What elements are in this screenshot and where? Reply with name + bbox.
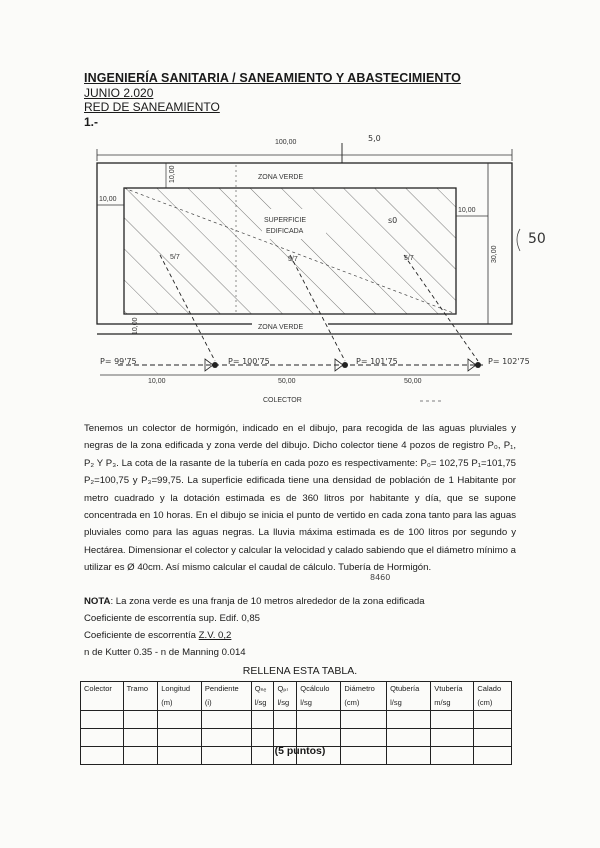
table-title: RELLENA ESTA TABLA. — [242, 665, 358, 677]
table-cell[interactable] — [431, 711, 474, 729]
table-cell[interactable] — [81, 711, 124, 729]
header-label: Calado — [477, 684, 502, 693]
table-row — [81, 711, 512, 729]
header-unit: m/sg — [434, 698, 451, 707]
coef-edif-line — [84, 613, 260, 624]
table-cell[interactable] — [251, 711, 274, 729]
handwritten-note: 8460 — [370, 573, 391, 582]
table-cell[interactable] — [474, 729, 512, 747]
table-row — [81, 729, 512, 747]
table-header-cell — [474, 682, 512, 711]
table-header-cell — [158, 682, 202, 711]
svg-text:5/7: 5/7 — [170, 254, 180, 261]
table-header-cell — [341, 682, 387, 711]
problem-statement — [84, 420, 516, 577]
header-unit: l/sg — [300, 698, 312, 707]
zone-bottom-label: ZONA VERDE — [258, 324, 304, 331]
header-unit: l/sg — [390, 698, 402, 707]
exam-date: JUNIO 2.020 — [84, 86, 154, 100]
coef-zv-line — [84, 630, 231, 641]
table-header-cell — [81, 682, 124, 711]
header-label: Qcálculo — [300, 684, 330, 693]
coef-edif-value: 0,85 — [241, 613, 261, 624]
table-header-cell — [123, 682, 158, 711]
header-unit: (cm) — [344, 698, 360, 707]
table-cell[interactable] — [201, 711, 251, 729]
table-cell[interactable] — [274, 729, 297, 747]
table-cell[interactable] — [274, 711, 297, 729]
table-cell[interactable] — [297, 729, 341, 747]
header-label: Pendiente — [204, 684, 239, 693]
header-unit: (m) — [161, 698, 173, 707]
table-cell[interactable] — [297, 711, 341, 729]
svg-text:5/7: 5/7 — [288, 256, 298, 263]
zone-top-label: ZONA VERDE — [258, 174, 304, 181]
table-cell[interactable] — [387, 729, 431, 747]
dim-left-offset: 10,00 — [99, 196, 117, 203]
points-label: (5 puntos) — [274, 745, 326, 757]
header-label: Qₚₗ — [277, 684, 288, 693]
header-unit: l/sg — [277, 698, 290, 707]
header-label: Diámetro — [344, 684, 375, 693]
header-label: Longitud — [161, 684, 191, 693]
table-cell[interactable] — [341, 729, 387, 747]
table-header-cell — [201, 682, 251, 711]
header-unit: l/sg — [254, 698, 267, 707]
header-unit: (i) — [204, 698, 212, 707]
dim-circled-note: 50 — [528, 231, 546, 247]
header-label: Tramo — [126, 684, 149, 693]
table-cell[interactable] — [341, 711, 387, 729]
table-header-cell — [297, 682, 341, 711]
well-label-p0: P= 102'75 — [488, 357, 530, 366]
table-cell[interactable] — [387, 711, 431, 729]
svg-text:5/7: 5/7 — [404, 255, 414, 262]
table-header-cell — [431, 682, 474, 711]
document-title: INGENIERÍA SANITARIA / SANEAMIENTO Y ABASTECIMIENTO — [84, 71, 461, 85]
note-label: NOTA — [84, 596, 111, 607]
header-label: Qₙₑ — [254, 684, 267, 693]
sewer-network-drawing — [0, 125, 600, 415]
table-cell[interactable] — [123, 711, 158, 729]
table-cell[interactable] — [201, 729, 251, 747]
table-cell[interactable] — [158, 711, 202, 729]
problem-paragraph: Tenemos un colector de hormigón, indicado en el dibujo, para recogida de las aguas pluviales y negras de la zona edificada y zona verde del dibujo. Dicho colector tiene 4 pozos de registro P₀, P₁, P₂ Y P₃. La cota de la rasante de la tubería en cada pozo es respectivamente: P₀= 102,75 P₁=101,75 P₂=100,75 y P₃=99,75. La superficie edificada tiene una densidad de población de 1 Habitante por metro cuadrado y la dotación estimada es de 360 litros por habitante y día, que se supone concentrada en 10 horas. En el dibujo se inicia el punto de vertido en cada zona tanto para las aguas pluviales como para las aguas negras. La lluvia máxima estimada es de 100 litros por segundo y Hectárea. Dimensionar el colector y calcular la velocidad y calado sabiendo que el diámetro mínimo a utilizar es Ø 40cm. Así mismo calcular el caudal de cálculo. Tubería de Hormigón. — [84, 423, 516, 574]
header-label: Colector — [84, 684, 112, 693]
well-label-p3: P= 99'75 — [100, 357, 137, 366]
table-cell[interactable] — [123, 729, 158, 747]
table-cell[interactable] — [431, 729, 474, 747]
table-cell[interactable] — [81, 729, 124, 747]
note-text: : La zona verde es una franja de 10 metros alrededor de la zona edificada — [110, 596, 425, 607]
question-number: 1.- — [84, 115, 99, 129]
dim-left-small: 10,00 — [169, 165, 176, 183]
header-unit: (cm) — [477, 698, 493, 707]
surface-label-2: EDIFICADA — [266, 228, 304, 235]
table-header-cell — [251, 682, 274, 711]
dim-height: 30,00 — [491, 245, 498, 263]
well-label-p1: P= 101'75 — [356, 357, 398, 366]
coef-zv-value: Z.V. 0,2 — [198, 630, 232, 641]
well-label-p2: P= 100'75 — [228, 357, 270, 366]
seg-dim-3: 50,00 — [404, 378, 422, 385]
kutter-manning: n de Kutter 0.35 - n de Manning 0.014 — [84, 647, 246, 658]
table-cell[interactable] — [251, 729, 274, 747]
table-cell[interactable] — [158, 729, 202, 747]
exam-subject: RED DE SANEAMIENTO — [84, 100, 220, 114]
seg-dim-2: 50,00 — [278, 378, 296, 385]
header-label: Qtubería — [390, 684, 420, 693]
note-line — [84, 596, 425, 607]
dim-bottom-left-offset: 10,00 — [132, 317, 139, 335]
table-cell[interactable] — [474, 711, 512, 729]
coef-zv-label: Coeficiente de escorrentía — [84, 630, 196, 641]
surface-label-1: SUPERFICIE — [264, 217, 307, 224]
header-label: Vtubería — [434, 684, 463, 693]
dim-right-offset: 10,00 — [458, 207, 476, 214]
collector-label: COLECTOR — [263, 397, 302, 404]
pencil-mark: s0 — [388, 216, 398, 225]
coef-edif-label: Coeficiente de escorrentía sup. Edif. — [84, 613, 239, 624]
dim-side-note: 5,0 — [368, 134, 381, 143]
dim-top-label: 100,00 — [275, 139, 297, 146]
table-header-row — [81, 682, 512, 711]
seg-dim-1: 10,00 — [148, 378, 166, 385]
table-header-cell — [387, 682, 431, 711]
table-header-cell — [274, 682, 297, 711]
